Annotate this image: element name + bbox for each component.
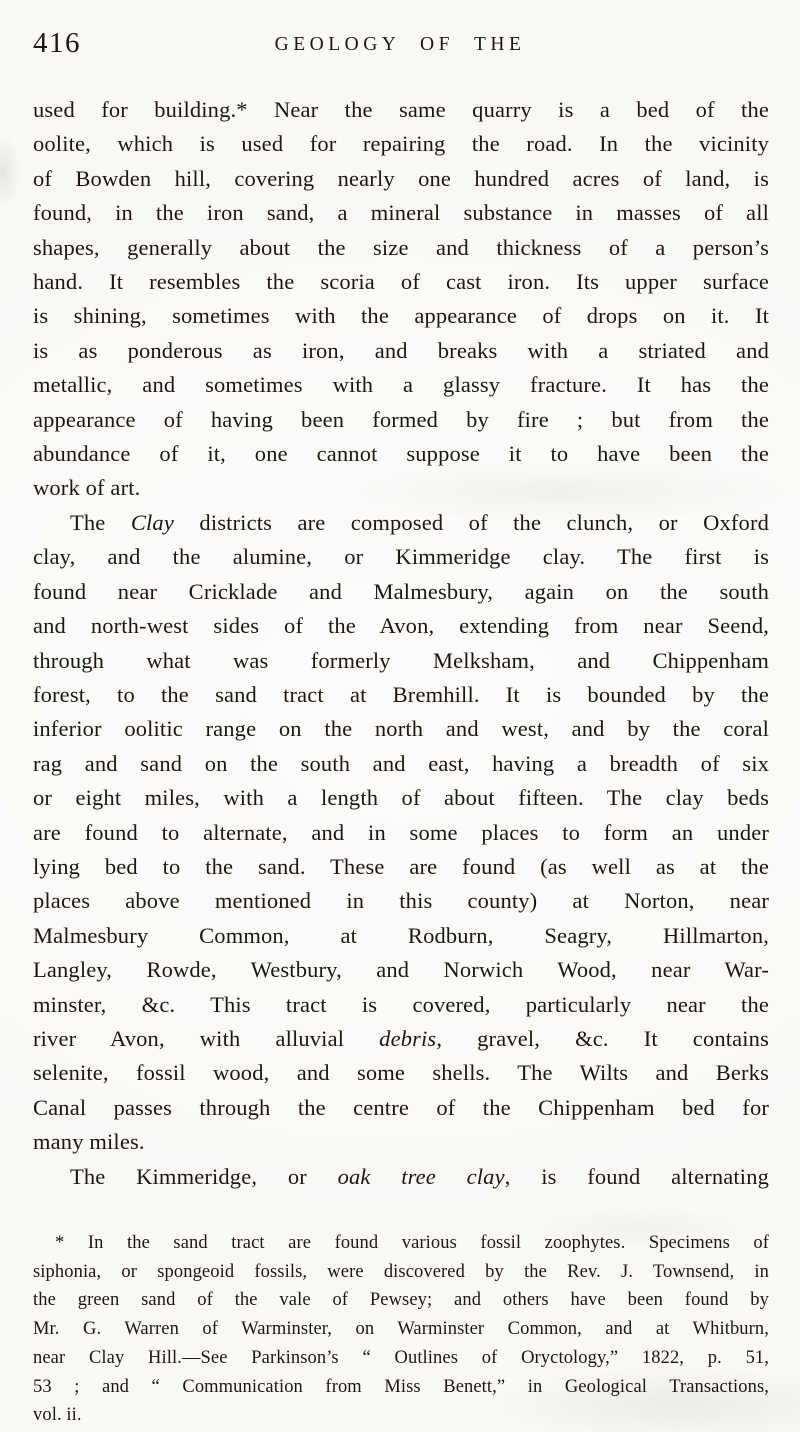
text-line: Canal passes through the centre of the Chippenham bed for [33,1094,769,1120]
italic-text: debris [379,1025,437,1051]
text-line: 53 ; and “ Communication from Miss Benett,” in Geological Transactions, [33,1376,769,1397]
italic-text: Clay [130,509,174,535]
body-text [33,93,769,1194]
text-line: hand. It resembles the scoria of cast iron. Its upper surface [33,269,769,295]
text-line: rag and sand on the south and east, having a breadth of six [33,750,769,776]
paragraph [33,1160,769,1194]
text-line: or eight miles, with a length of about fifteen. The clay beds [33,785,769,811]
text-line: siphonia, or spongeoid fossils, were discovered by the Rev. J. Townsend, in [33,1261,769,1282]
text-line: through what was formerly Melksham, and Chippenham [33,647,769,673]
text-line: is shining, sometimes with the appearance of drops on it. It [33,303,769,329]
text-line: clay, and the alumine, or Kimmeridge clay. The first is [33,544,769,570]
text-line: many miles. [33,1129,145,1155]
text-line: river Avon, with alluvial debris, gravel, &c. It contains [33,1025,769,1051]
text-line: selenite, fossil wood, and some shells. The Wilts and Berks [33,1060,769,1086]
text-line: abundance of it, one cannot suppose it to have been the [33,441,769,467]
text-line: places above mentioned in this county) at Norton, near [33,888,769,914]
text-line: appearance of having been formed by fire ; but from the [33,406,769,432]
text-line: found near Cricklade and Malmesbury, again on the south [33,578,769,604]
text-line: vol. ii. [33,1405,82,1426]
text-line: used for building.* Near the same quarry is a bed of the [33,97,769,122]
text-line: shapes, generally about the size and thickness of a person’s [33,234,769,260]
text-line: The Clay districts are composed of the clunch, or Oxford [70,509,769,535]
text-line: are found to alternate, and in some places to form an under [33,819,769,845]
text-line: minster, &c. This tract is covered, particularly near the [33,991,769,1017]
paragraph [33,506,769,1160]
text-line: work of art. [33,475,141,501]
footnote [33,1229,769,1430]
page-header [0,27,800,69]
italic-text: oak tree clay [337,1163,505,1189]
text-line: is as ponderous as iron, and breaks with a striated and [33,337,769,363]
text-line: lying bed to the sand. These are found (as well as at the [33,853,769,879]
text-line: forest, to the sand tract at Bremhill. It is bounded by the [33,681,769,707]
page-number: 416 [33,27,81,59]
text-line: and north-west sides of the Avon, extending from near Seend, [33,613,769,639]
text-line: Mr. G. Warren of Warminster, on Warminster Common, and at Whitburn, [33,1319,769,1340]
text-line: inferior oolitic range on the north and west, and by the coral [33,716,769,742]
paragraph [33,93,769,506]
running-title: GEOLOGY OF THE [274,34,526,55]
text-line: * In the sand tract are found various fossil zoophytes. Specimens of [55,1233,769,1253]
text-line: Langley, Rowde, Westbury, and Norwich Wood, near War- [33,957,769,983]
text-line: near Clay Hill.—See Parkinson’s “ Outlines of Oryctology,” 1822, p. 51, [33,1347,769,1368]
text-line: The Kimmeridge, or oak tree clay, is found alternating [70,1163,769,1189]
text-line: metallic, and sometimes with a glassy fracture. It has the [33,372,769,398]
text-line: the green sand of the vale of Pewsey; and others have been found by [33,1290,769,1311]
text-line: Malmesbury Common, at Rodburn, Seagry, Hillmarton, [33,922,769,948]
text-line: of Bowden hill, covering nearly one hundred acres of land, is [33,165,769,191]
text-line: found, in the iron sand, a mineral substance in masses of all [33,200,769,226]
text-line: oolite, which is used for repairing the road. In the vicinity [33,131,769,157]
